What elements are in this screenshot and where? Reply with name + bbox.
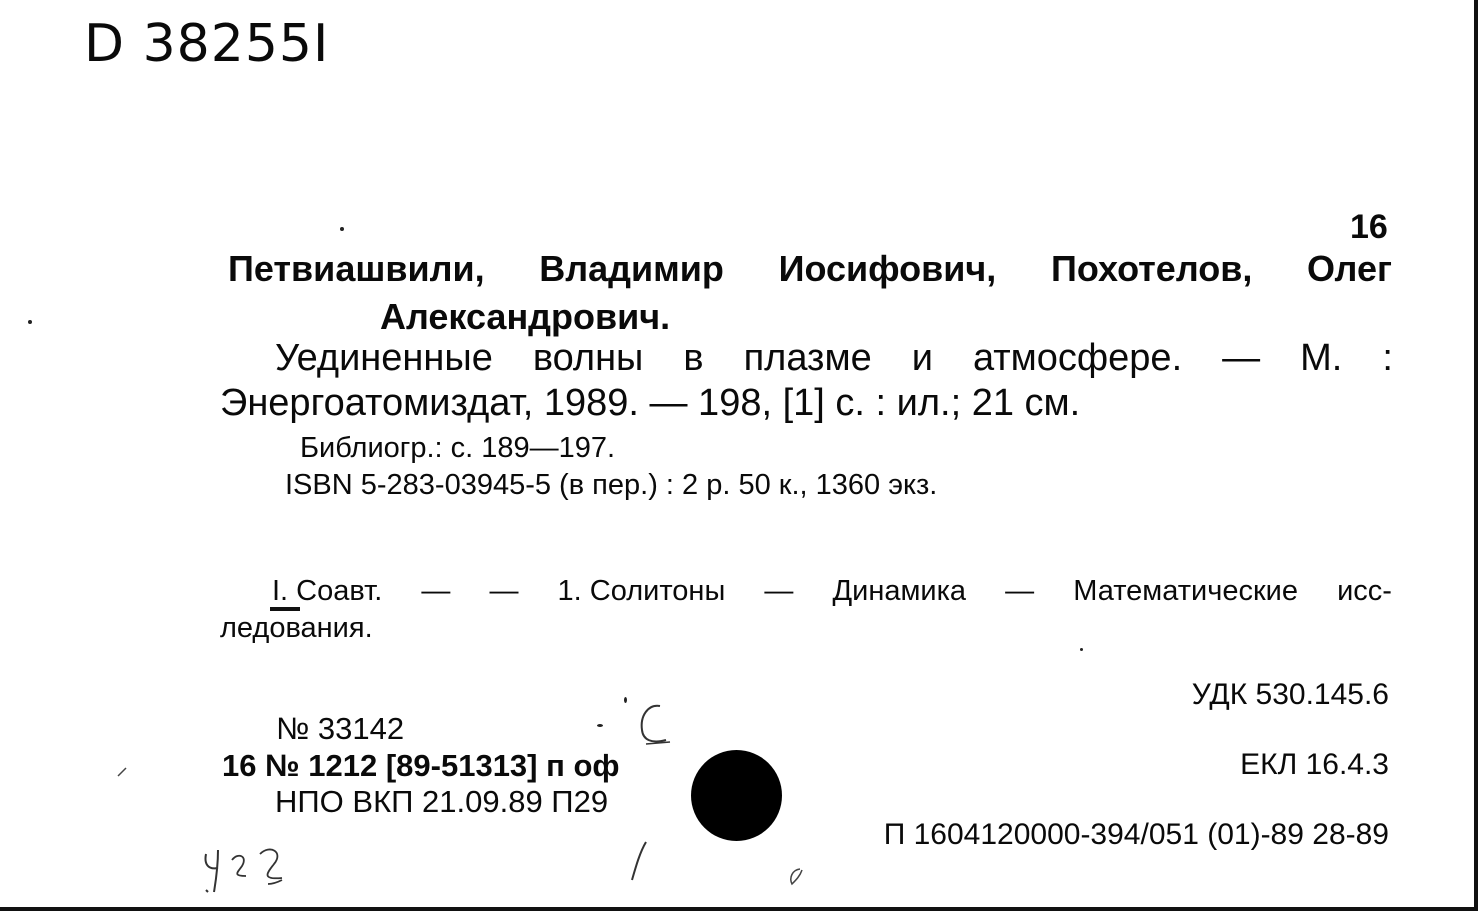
author-word: Петвиашвили, — [228, 248, 485, 289]
subject-word: Динамика — [832, 575, 967, 607]
title-word: М. — [1300, 337, 1343, 379]
pencil-c-mark — [630, 700, 680, 750]
ink-speck — [1080, 648, 1083, 651]
subject-word: I. Соавт. — [272, 575, 383, 607]
title-word: в — [683, 337, 704, 379]
title-line — [275, 337, 1393, 380]
print-number-line: 16 № 1212 [89-51313] п оф — [222, 748, 620, 783]
ink-speck — [597, 724, 603, 727]
title-word: волны — [532, 337, 644, 379]
underline-mark — [270, 607, 300, 611]
title-word: плазме — [743, 337, 872, 379]
subject-word: Математические — [1073, 575, 1298, 607]
subject-headings-line — [272, 575, 1392, 608]
title-word: — — [1222, 337, 1261, 379]
subject-word: — — [1005, 575, 1035, 607]
punch-hole — [691, 750, 782, 841]
subject-word: — — [421, 575, 451, 607]
corner-number: 16 — [1350, 208, 1388, 246]
pencil-dash-mark — [116, 766, 128, 778]
author-word: Похотелов, — [1050, 248, 1253, 289]
ink-speck — [28, 320, 32, 324]
authors-line — [228, 248, 1392, 290]
bibliography-note: Библиогр.: с. 189—197. — [300, 432, 616, 464]
authors-continuation: Александрович. — [380, 296, 671, 337]
pencil-tick-mark — [786, 866, 806, 888]
isbn-line: ISBN 5-283-03945-5 (в пер.) : 2 р. 50 к., 1360 экз. — [285, 469, 938, 501]
author-word: Иосифович, — [778, 248, 997, 289]
title-word: : — [1382, 337, 1393, 379]
udc-code: УДК 530.145.6 — [1191, 678, 1389, 711]
ekl-code: ЕКЛ 16.4.3 — [1240, 748, 1389, 781]
handwritten-number — [198, 840, 308, 896]
subject-word: исс- — [1337, 575, 1392, 607]
title-word: и — [911, 337, 933, 379]
author-word: Владимир — [539, 248, 724, 289]
order-number: № 33142 — [276, 711, 405, 746]
subject-word: — — [489, 575, 519, 607]
call-number: D 38255I — [84, 14, 330, 74]
subject-word: — — [764, 575, 794, 607]
subject-continuation: ледования. — [220, 612, 373, 644]
ink-speck — [624, 697, 627, 703]
pencil-stroke-mark — [628, 840, 652, 884]
ink-speck — [340, 227, 344, 231]
title-word: атмосфере. — [972, 337, 1183, 379]
publication-line: Энергоатомиздат, 1989. — 198, [1] с. : ил.; 21 см. — [220, 382, 1081, 424]
subject-word: 1. Солитоны — [557, 575, 726, 607]
author-word: Олег — [1307, 248, 1392, 289]
title-word: Уединенные — [275, 337, 493, 379]
printer-line: НПО ВКП 21.09.89 П29 — [275, 784, 609, 819]
p-code: П 1604120000-394/051 (01)-89 28-89 — [883, 818, 1389, 851]
